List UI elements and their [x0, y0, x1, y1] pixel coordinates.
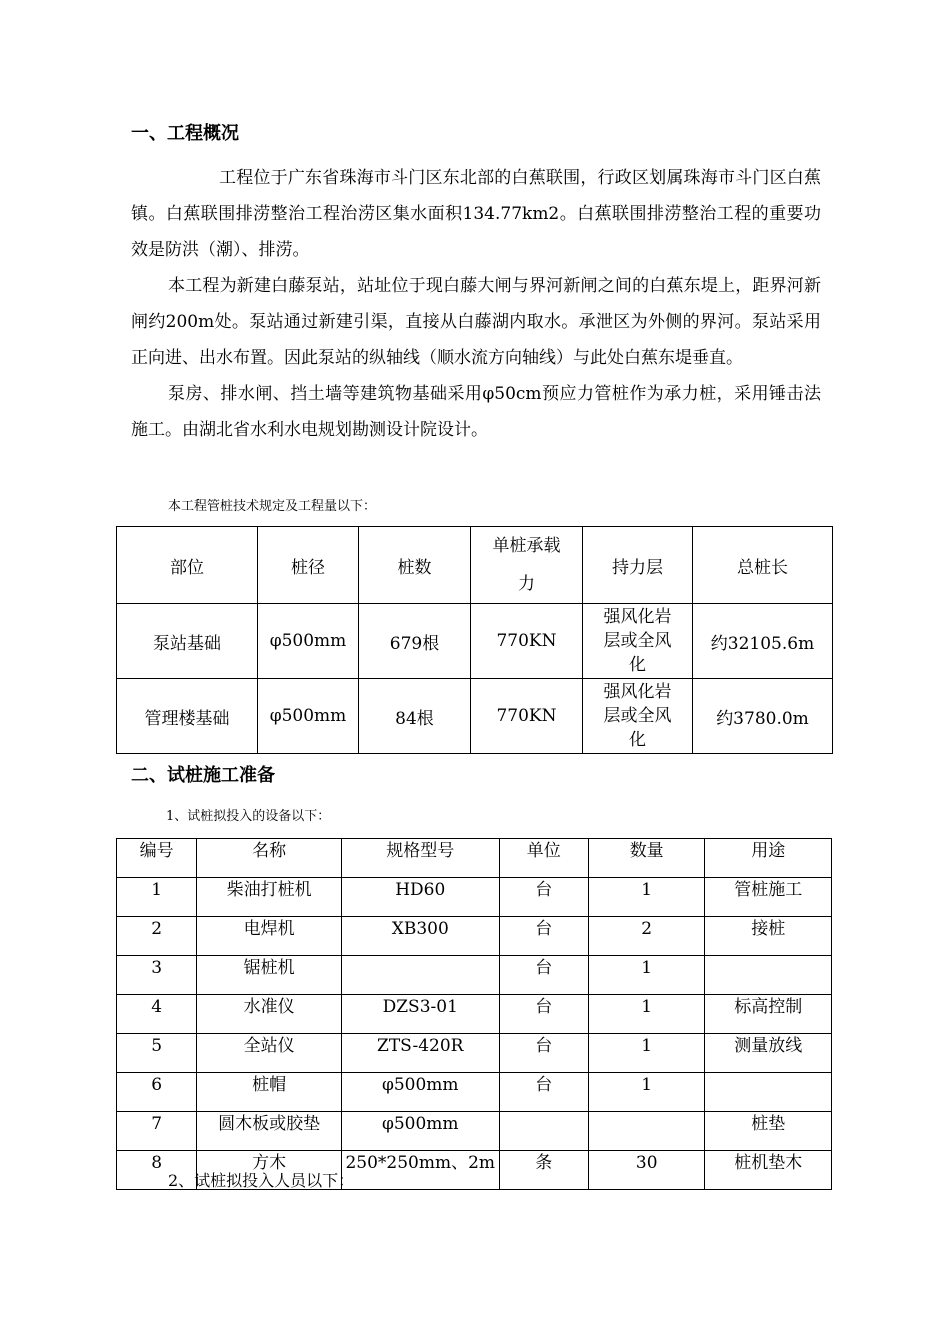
table-cell: φ500mm — [341, 1112, 499, 1151]
table-cell: 8 — [117, 1151, 197, 1190]
table-cell — [583, 604, 693, 679]
table-cell — [705, 1073, 832, 1112]
table-cell: 台 — [499, 878, 588, 917]
equipment-table — [116, 838, 832, 1190]
table-cell — [499, 1112, 588, 1151]
table-row — [117, 1073, 832, 1112]
header-cell-text: 单桩承载力 — [492, 536, 561, 594]
paragraph-location: 工程位于广东省珠海市斗门区东北部的白蕉联围，行政区划属珠海市斗门区白蕉镇。白蕉联围排涝整治工程治涝区集水面积134.77km2。白蕉联围排涝整治工程的重要功效是防洪（潮）、排涝。 — [131, 168, 821, 260]
table-cell: 770KN — [471, 604, 583, 679]
table-cell: 1 — [588, 995, 704, 1034]
section2-heading: 二、试桩施工准备 — [131, 765, 275, 786]
table-cell: 泵站基础 — [117, 604, 258, 679]
header-cell: 总桩长 — [693, 527, 833, 604]
table-cell: 30 — [588, 1151, 704, 1190]
header-cell: 部位 — [117, 527, 258, 604]
table-cell: 管桩施工 — [705, 878, 832, 917]
table-cell: HD60 — [341, 878, 499, 917]
personnel-caption: 2、试桩拟投入人员以下： — [168, 1171, 355, 1190]
table-cell: 方木 — [197, 1151, 342, 1190]
table-cell: 桩帽 — [197, 1073, 342, 1112]
overview-text — [131, 160, 821, 448]
table-cell: 770KN — [471, 679, 583, 754]
header-cell: 桩径 — [258, 527, 359, 604]
table-cell: 2 — [588, 917, 704, 956]
table-cell: 约32105.6m — [693, 604, 833, 679]
table-cell: 3 — [117, 956, 197, 995]
table-cell: XB300 — [341, 917, 499, 956]
table-cell: 台 — [499, 1034, 588, 1073]
table-cell — [705, 956, 832, 995]
table-cell-text: 强风化岩层或全风化 — [603, 682, 672, 750]
table-row — [117, 878, 832, 917]
header-cell: 规格型号 — [341, 839, 499, 878]
pile-spec-table — [116, 526, 833, 754]
table-cell: 1 — [588, 956, 704, 995]
table-cell: 标高控制 — [705, 995, 832, 1034]
table-cell: 6 — [117, 1073, 197, 1112]
equipment-caption: 1、试桩拟投入的设备以下： — [166, 809, 331, 824]
table-cell: 1 — [588, 1073, 704, 1112]
table-cell: 锯桩机 — [197, 956, 342, 995]
pile-table-caption: 本工程管桩技术规定及工程量以下： — [168, 499, 377, 514]
table-cell: 1 — [588, 1034, 704, 1073]
header-cell: 单位 — [499, 839, 588, 878]
table-cell: 桩机垫木 — [705, 1151, 832, 1190]
header-cell: 数量 — [588, 839, 704, 878]
table-row — [117, 995, 832, 1034]
table-cell: 2 — [117, 917, 197, 956]
table-row — [117, 679, 833, 754]
header-cell: 编号 — [117, 839, 197, 878]
table-cell: 圆木板或胶垫 — [197, 1112, 342, 1151]
table-cell: φ500mm — [341, 1073, 499, 1112]
table-cell: 桩垫 — [705, 1112, 832, 1151]
table-cell: 7 — [117, 1112, 197, 1151]
table-cell: 约3780.0m — [693, 679, 833, 754]
header-cell — [471, 527, 583, 604]
table-cell: 1 — [588, 878, 704, 917]
header-cell: 持力层 — [583, 527, 693, 604]
table-cell: 台 — [499, 917, 588, 956]
table-cell: ZTS-420R — [341, 1034, 499, 1073]
table-cell — [341, 956, 499, 995]
section1-heading: 一、工程概况 — [131, 123, 239, 144]
table-cell-text: 强风化岩层或全风化 — [603, 607, 672, 675]
table-row — [117, 956, 832, 995]
table-cell: 台 — [499, 956, 588, 995]
table-cell: 电焊机 — [197, 917, 342, 956]
paragraph-station: 本工程为新建白藤泵站，站址位于现白藤大闸与界河新闸之间的白蕉东堤上，距界河新闸约200m处。泵站通过新建引渠，直接从白藤湖内取水。承泄区为外侧的界河。泵站采用正向进、出水布置。因此泵站的纵轴线（顺水流方向轴线）与此处白蕉东堤垂直。 — [131, 276, 821, 368]
table-cell: 250*250mm、2m — [341, 1151, 499, 1190]
table-row — [117, 1034, 832, 1073]
table-cell: φ500mm — [258, 679, 359, 754]
header-cell: 用途 — [705, 839, 832, 878]
paragraph-foundation: 泵房、排水闸、挡土墙等建筑物基础采用φ50cm预应力管桩作为承力桩，采用锤击法施工。由湖北省水利水电规划勘测设计院设计。 — [131, 384, 821, 440]
table-header-row — [117, 527, 833, 604]
table-cell: 679根 — [359, 604, 471, 679]
table-row — [117, 604, 833, 679]
table-cell: 条 — [499, 1151, 588, 1190]
table-header-row — [117, 839, 832, 878]
table-cell: 测量放线 — [705, 1034, 832, 1073]
header-cell: 桩数 — [359, 527, 471, 604]
table-cell: 5 — [117, 1034, 197, 1073]
table-cell: 柴油打桩机 — [197, 878, 342, 917]
table-cell: 台 — [499, 1073, 588, 1112]
table-cell: 4 — [117, 995, 197, 1034]
table-cell: DZS3-01 — [341, 995, 499, 1034]
table-cell — [583, 679, 693, 754]
table-cell: 84根 — [359, 679, 471, 754]
table-cell: 管理楼基础 — [117, 679, 258, 754]
table-cell: 台 — [499, 995, 588, 1034]
table-cell: 1 — [117, 878, 197, 917]
table-cell: 全站仪 — [197, 1034, 342, 1073]
table-cell: φ500mm — [258, 604, 359, 679]
table-cell: 水准仪 — [197, 995, 342, 1034]
table-cell — [588, 1112, 704, 1151]
table-row — [117, 917, 832, 956]
table-cell: 接桩 — [705, 917, 832, 956]
table-row — [117, 1112, 832, 1151]
header-cell: 名称 — [197, 839, 342, 878]
